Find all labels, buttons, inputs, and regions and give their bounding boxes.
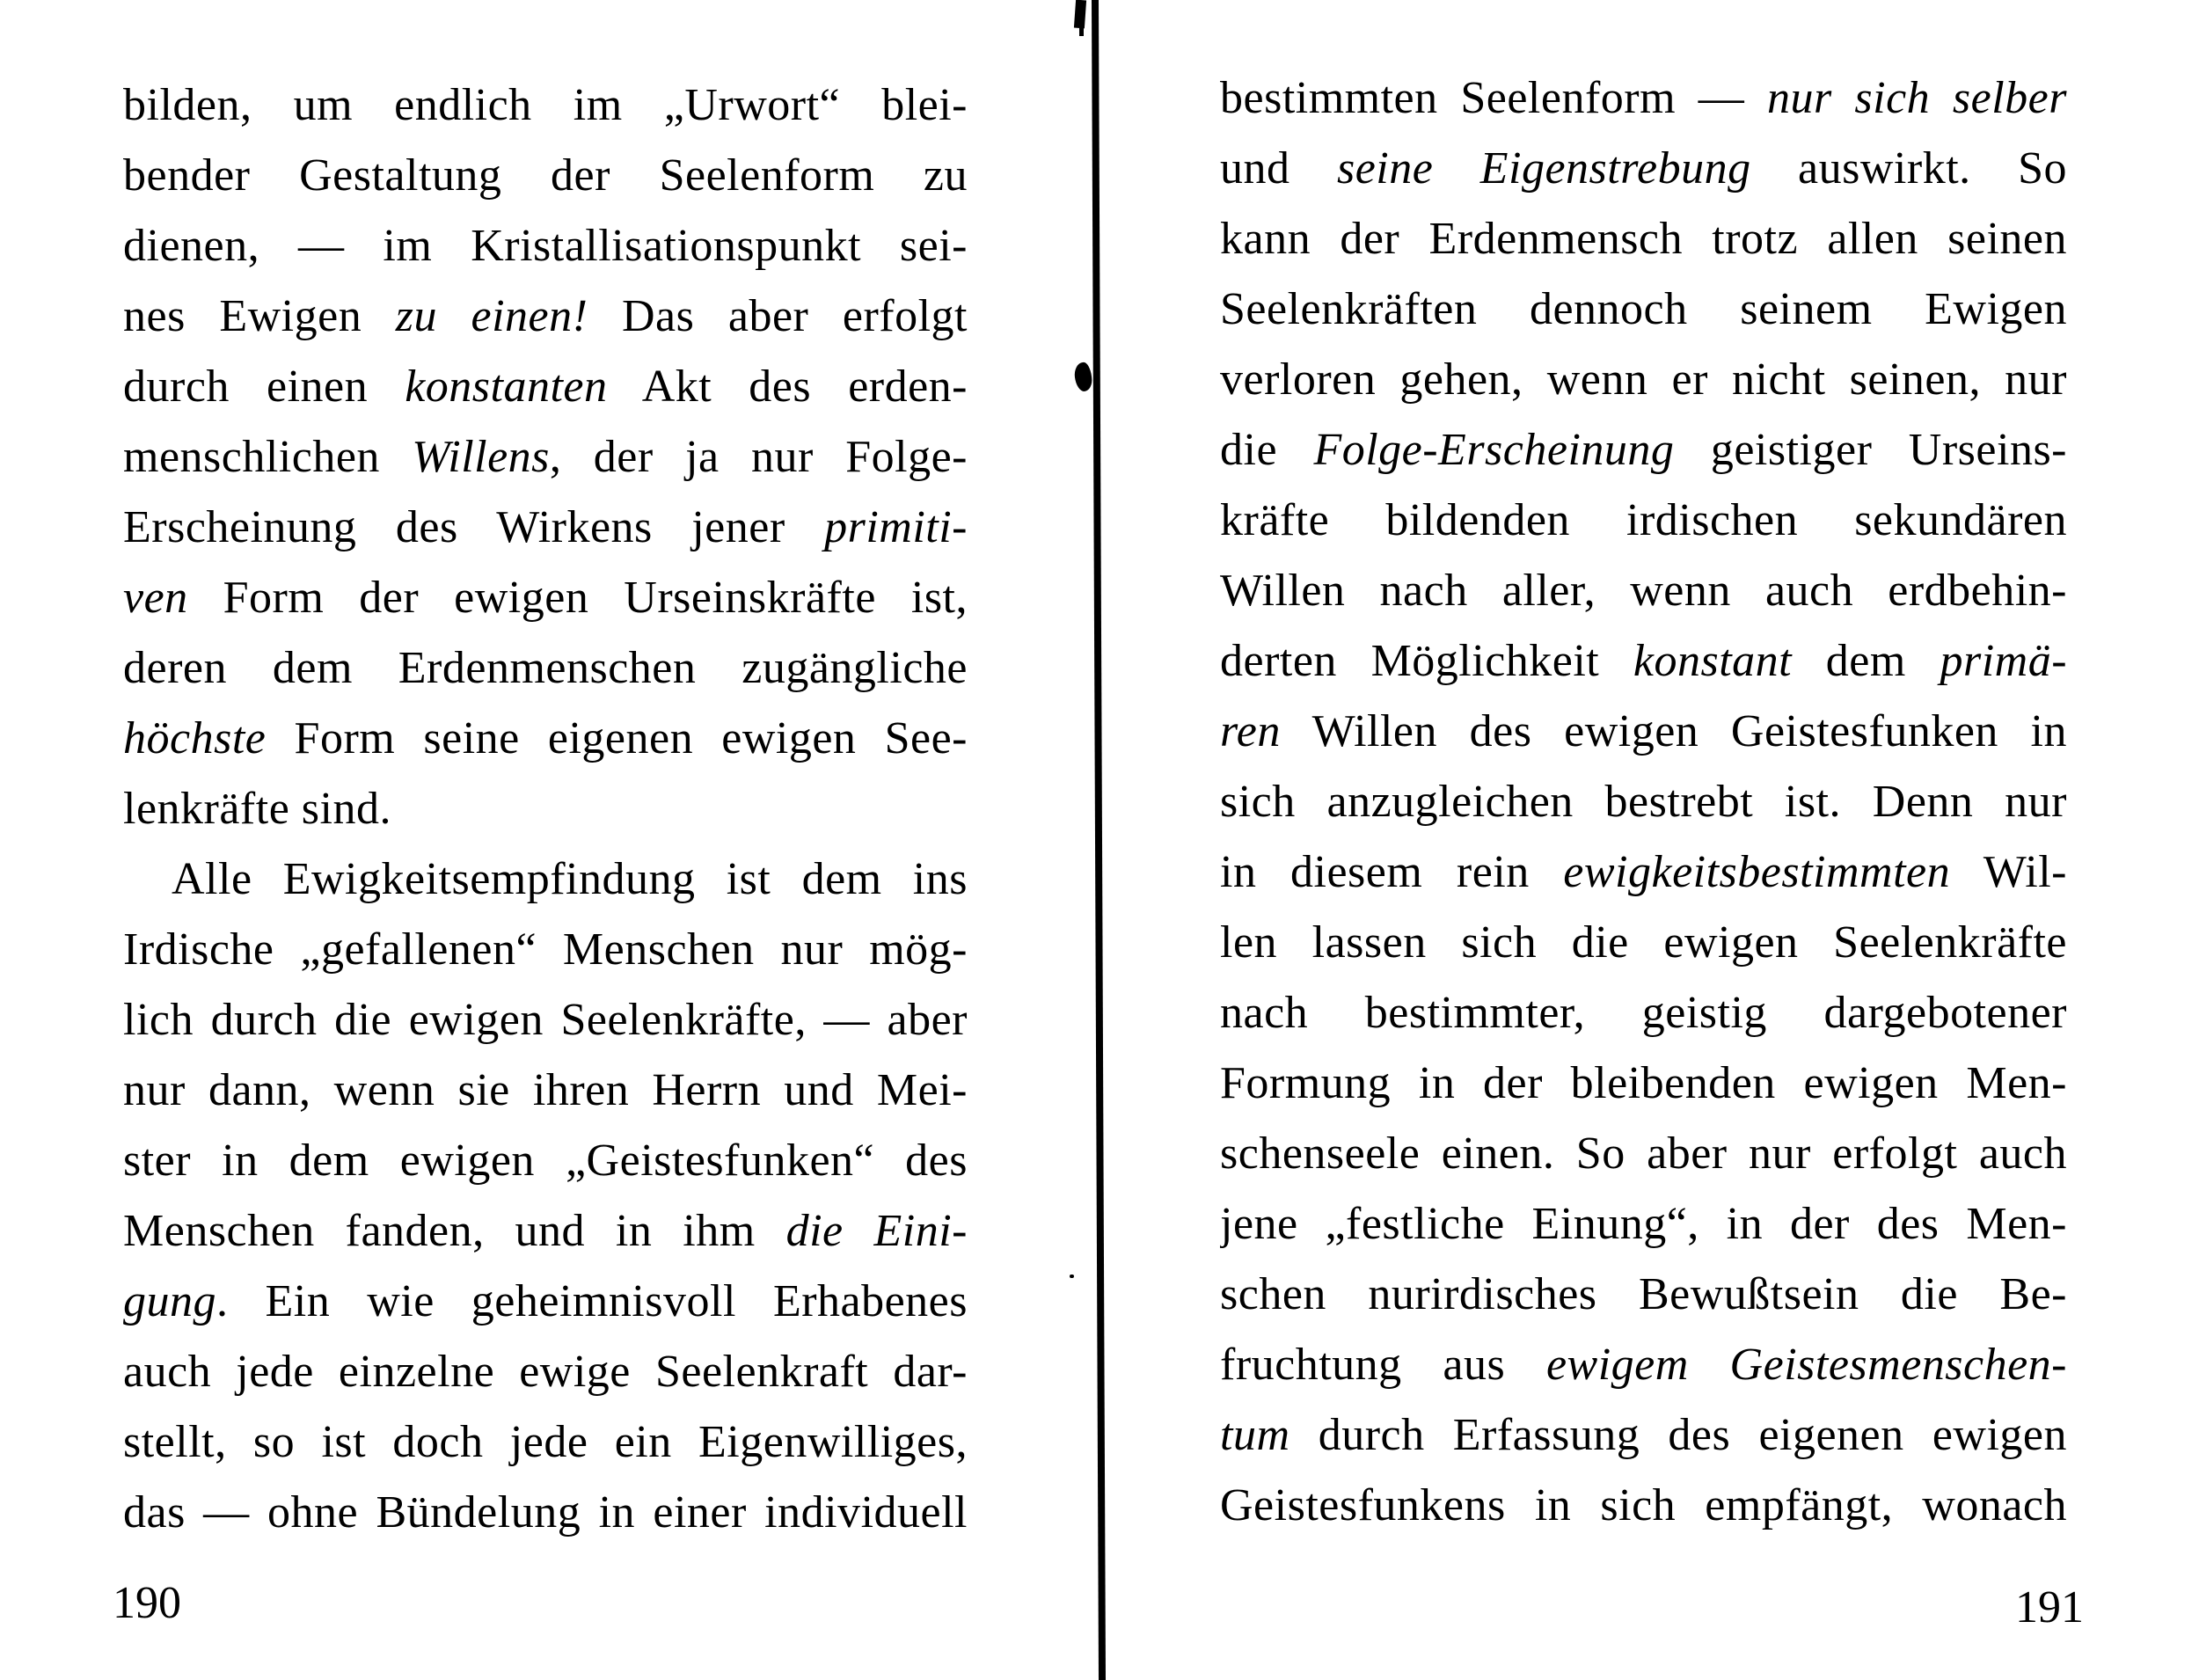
text-line xyxy=(123,211,968,281)
text-segment: Willen des ewigen Geistesfunken in xyxy=(1280,706,2067,756)
text-segment: bilden, um endlich im „Urwort“ blei- xyxy=(123,80,968,130)
text-segment: Alle Ewigkeitsempfindung ist dem ins xyxy=(172,854,968,904)
page-gutter-line xyxy=(1092,0,1106,1680)
text-line xyxy=(123,1126,968,1196)
text-line xyxy=(1220,1119,2067,1189)
text-segment: bender Gestaltung der Seelenform zu xyxy=(123,150,968,201)
text-line xyxy=(1220,63,2067,134)
text-line xyxy=(123,1407,968,1478)
text-segment: nes Ewigen xyxy=(123,291,396,341)
text-segment: durch einen xyxy=(123,362,405,412)
text-line xyxy=(1220,204,2067,274)
text-line xyxy=(123,1196,968,1267)
text-line xyxy=(1220,1400,2067,1471)
text-segment: kräfte bildenden irdischen sekundären xyxy=(1220,495,2067,545)
italic-text-segment: ewigkeitsbestimmten xyxy=(1563,847,1951,897)
left-page-number: 190 xyxy=(113,1578,181,1628)
text-segment: , der ja nur Folge- xyxy=(549,432,968,482)
text-segment: Wil- xyxy=(1950,847,2067,897)
text-line xyxy=(1220,1048,2067,1119)
right-page-number: 191 xyxy=(2015,1582,2084,1633)
text-line xyxy=(1220,1189,2067,1260)
italic-text-segment: primä- xyxy=(1940,636,2067,686)
text-segment: Geistesfunkens in sich empfängt, wonach xyxy=(1220,1480,2067,1530)
text-line xyxy=(123,563,968,633)
text-line xyxy=(123,70,968,141)
text-segment: und xyxy=(1220,143,1337,194)
italic-text-segment: die Eini- xyxy=(785,1206,968,1256)
text-line xyxy=(123,1055,968,1126)
italic-text-segment: ven xyxy=(123,573,188,623)
text-line xyxy=(123,915,968,985)
text-segment: Menschen fanden, und in ihm xyxy=(123,1206,786,1256)
text-segment: Irdische „gefallenen“ Menschen nur mög- xyxy=(123,924,968,975)
text-line xyxy=(1220,556,2067,626)
text-line xyxy=(1220,486,2067,556)
text-line xyxy=(1220,978,2067,1048)
text-segment: Seelenkräften dennoch seinem Ewigen xyxy=(1220,284,2067,334)
text-segment: bestimmten Seelenform — xyxy=(1220,73,1767,123)
text-line xyxy=(123,704,968,774)
text-segment: Form der ewigen Urseinskräfte ist, xyxy=(187,573,968,623)
italic-text-segment: ewigem Geistesmenschen- xyxy=(1545,1340,2067,1390)
italic-text-segment: ren xyxy=(1220,706,1281,756)
text-line xyxy=(1220,415,2067,486)
text-segment: geistiger Urseins- xyxy=(1674,425,2067,475)
text-line xyxy=(1220,697,2067,767)
text-segment: len lassen sich die ewigen Seelenkräfte xyxy=(1220,917,2067,968)
text-segment: stellt, so ist doch jede ein Eigenwilliges, xyxy=(123,1417,968,1467)
text-line xyxy=(1220,1330,2067,1400)
text-segment: lenkräfte sind. xyxy=(123,784,391,834)
text-line xyxy=(1220,1260,2067,1330)
italic-text-segment: konstanten xyxy=(405,362,608,412)
text-segment: dienen, — im Kristallisationspunkt sei- xyxy=(123,221,968,271)
italic-text-segment: Willens xyxy=(412,432,550,482)
text-line xyxy=(123,141,968,211)
text-segment: sich anzugleichen bestrebt ist. Denn nur xyxy=(1220,777,2067,827)
right-page-text-block xyxy=(1220,63,2067,1541)
text-line xyxy=(123,493,968,563)
text-line xyxy=(123,633,968,704)
text-segment: Akt des erden- xyxy=(607,362,968,412)
italic-text-segment: tum xyxy=(1220,1410,1290,1460)
text-segment: menschlichen xyxy=(123,432,413,482)
italic-text-segment: seine Eigenstrebung xyxy=(1336,143,1751,194)
italic-text-segment: zu einen! xyxy=(395,291,588,341)
text-segment: in diesem rein xyxy=(1220,847,1564,897)
gutter-top-ink-tail xyxy=(1079,28,1084,36)
text-segment: kann der Erdenmensch trotz allen seinen xyxy=(1220,214,2067,264)
text-line xyxy=(1220,908,2067,978)
text-line xyxy=(123,422,968,493)
text-line xyxy=(123,985,968,1055)
text-line xyxy=(1220,626,2067,697)
gutter-ink-blob xyxy=(1073,362,1093,392)
text-segment: verloren gehen, wenn er nicht seinen, nur xyxy=(1220,354,2067,405)
text-segment: Formung in der bleibenden ewigen Men- xyxy=(1220,1058,2067,1108)
text-line xyxy=(123,844,968,915)
text-segment: schenseele einen. So aber nur erfolgt auch xyxy=(1220,1129,2067,1179)
text-line xyxy=(123,1267,968,1337)
ink-speck xyxy=(1070,1275,1074,1278)
text-segment: dem xyxy=(1792,636,1940,686)
text-segment: lich durch die ewigen Seelenkräfte, — aber xyxy=(123,995,968,1045)
italic-text-segment: konstant xyxy=(1633,636,1793,686)
italic-text-segment: nur sich selber xyxy=(1766,73,2067,123)
left-page-text-block xyxy=(123,70,968,1548)
text-line xyxy=(123,774,968,844)
italic-text-segment: höchste xyxy=(123,713,267,763)
text-segment: die xyxy=(1220,425,1314,475)
text-line xyxy=(123,1337,968,1407)
text-segment: Erscheinung des Wirkens jener xyxy=(123,502,825,552)
text-segment: . Ein wie geheimnisvoll Erhabenes xyxy=(216,1276,968,1326)
text-line xyxy=(1220,134,2067,204)
text-line xyxy=(1220,767,2067,837)
text-segment: schen nurirdisches Bewußtsein die Be- xyxy=(1220,1269,2067,1319)
text-segment: nach bestimmter, geistig dargebotener xyxy=(1220,988,2067,1038)
text-segment: das — ohne Bündelung in einer individuell xyxy=(123,1487,968,1538)
gutter-top-ink-mark xyxy=(1074,0,1086,28)
italic-text-segment: gung xyxy=(123,1276,216,1326)
text-line xyxy=(123,1478,968,1548)
text-line xyxy=(1220,1471,2067,1541)
text-line xyxy=(123,281,968,352)
text-line xyxy=(1220,837,2067,908)
text-segment: auswirkt. So xyxy=(1750,143,2067,194)
text-segment: Form seine eigenen ewigen See- xyxy=(266,713,968,763)
italic-text-segment: Folge-Erscheinung xyxy=(1313,425,1675,475)
text-segment: Willen nach aller, wenn auch erdbehin- xyxy=(1220,566,2067,616)
text-segment: jene „festliche Einung“, in der des Men- xyxy=(1220,1199,2067,1249)
italic-text-segment: primiti- xyxy=(824,502,968,552)
text-segment: auch jede einzelne ewige Seelenkraft dar- xyxy=(123,1347,968,1397)
text-line xyxy=(1220,274,2067,345)
text-line xyxy=(123,352,968,422)
text-line xyxy=(1220,345,2067,415)
text-segment: derten Möglichkeit xyxy=(1220,636,1633,686)
text-segment: fruchtung aus xyxy=(1220,1340,1546,1390)
text-segment: deren dem Erdenmenschen zugängliche xyxy=(123,643,968,693)
text-segment: durch Erfassung des eigenen ewigen xyxy=(1289,1410,2067,1460)
text-segment: ster in dem ewigen „Geistesfunken“ des xyxy=(123,1136,968,1186)
text-segment: Das aber erfolgt xyxy=(588,291,968,341)
text-segment: nur dann, wenn sie ihren Herrn und Mei- xyxy=(123,1065,968,1115)
